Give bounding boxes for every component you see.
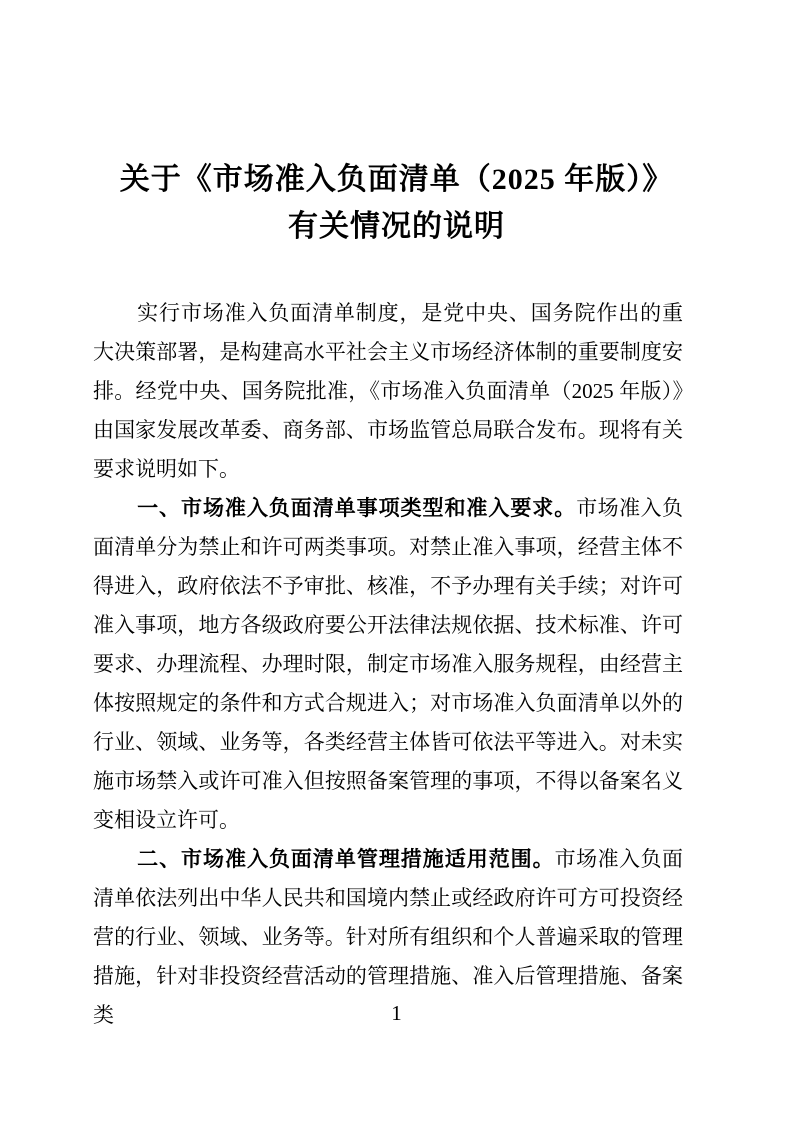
document-title	[0, 156, 793, 250]
document-title-line2: 有关情况的说明	[288, 210, 505, 243]
document-title-line1: 关于《市场准入负面清单（2025 年版）》	[119, 163, 674, 196]
document-body	[93, 294, 683, 1035]
paragraph-intro-text: 实行市场准入负面清单制度，是党中央、国务院作出的重大决策部署，是构建高水平社会主义市场经济体制的重要制度安排。经党中央、国务院批准，《市场准入负面清单（2025 年版）》由国家发展改革委、商务部、市场监管总局联合发布。现将有关要求说明如下。	[93, 301, 683, 481]
paragraph-intro	[93, 294, 683, 489]
section-1-text: 市场准入负面清单分为禁止和许可两类事项。对禁止准入事项，经营主体不得进入，政府依法不予审批、核准，不予办理有关手续；对许可准入事项，地方各级政府要公开法律法规依据、技术标准、许可要求、办理流程、办理时限，制定市场准入服务规程，由经营主体按照规定的条件和方式合规进入；对市场准入负面清单以外的行业、领域、业务等，各类经营主体皆可依法平等进入。对未实施市场禁入或许可准入但按照备案管理的事项，不得以备案名义变相设立许可。	[93, 496, 684, 832]
page-number: 1	[391, 1001, 402, 1025]
section-2-heading: 二、市场准入负面清单管理措施适用范围。	[137, 848, 555, 871]
paragraph-section-1	[93, 489, 683, 840]
section-2-text: 市场准入负面清单依法列出中华人民共和国境内禁止或经政府许可方可投资经营的行业、领域、业务等。针对所有组织和个人普遍采取的管理措施，针对非投资经营活动的管理措施、准入后管理措施、备案类	[93, 847, 684, 1027]
section-1-heading: 一、市场准入负面清单事项类型和准入要求。	[137, 497, 577, 520]
